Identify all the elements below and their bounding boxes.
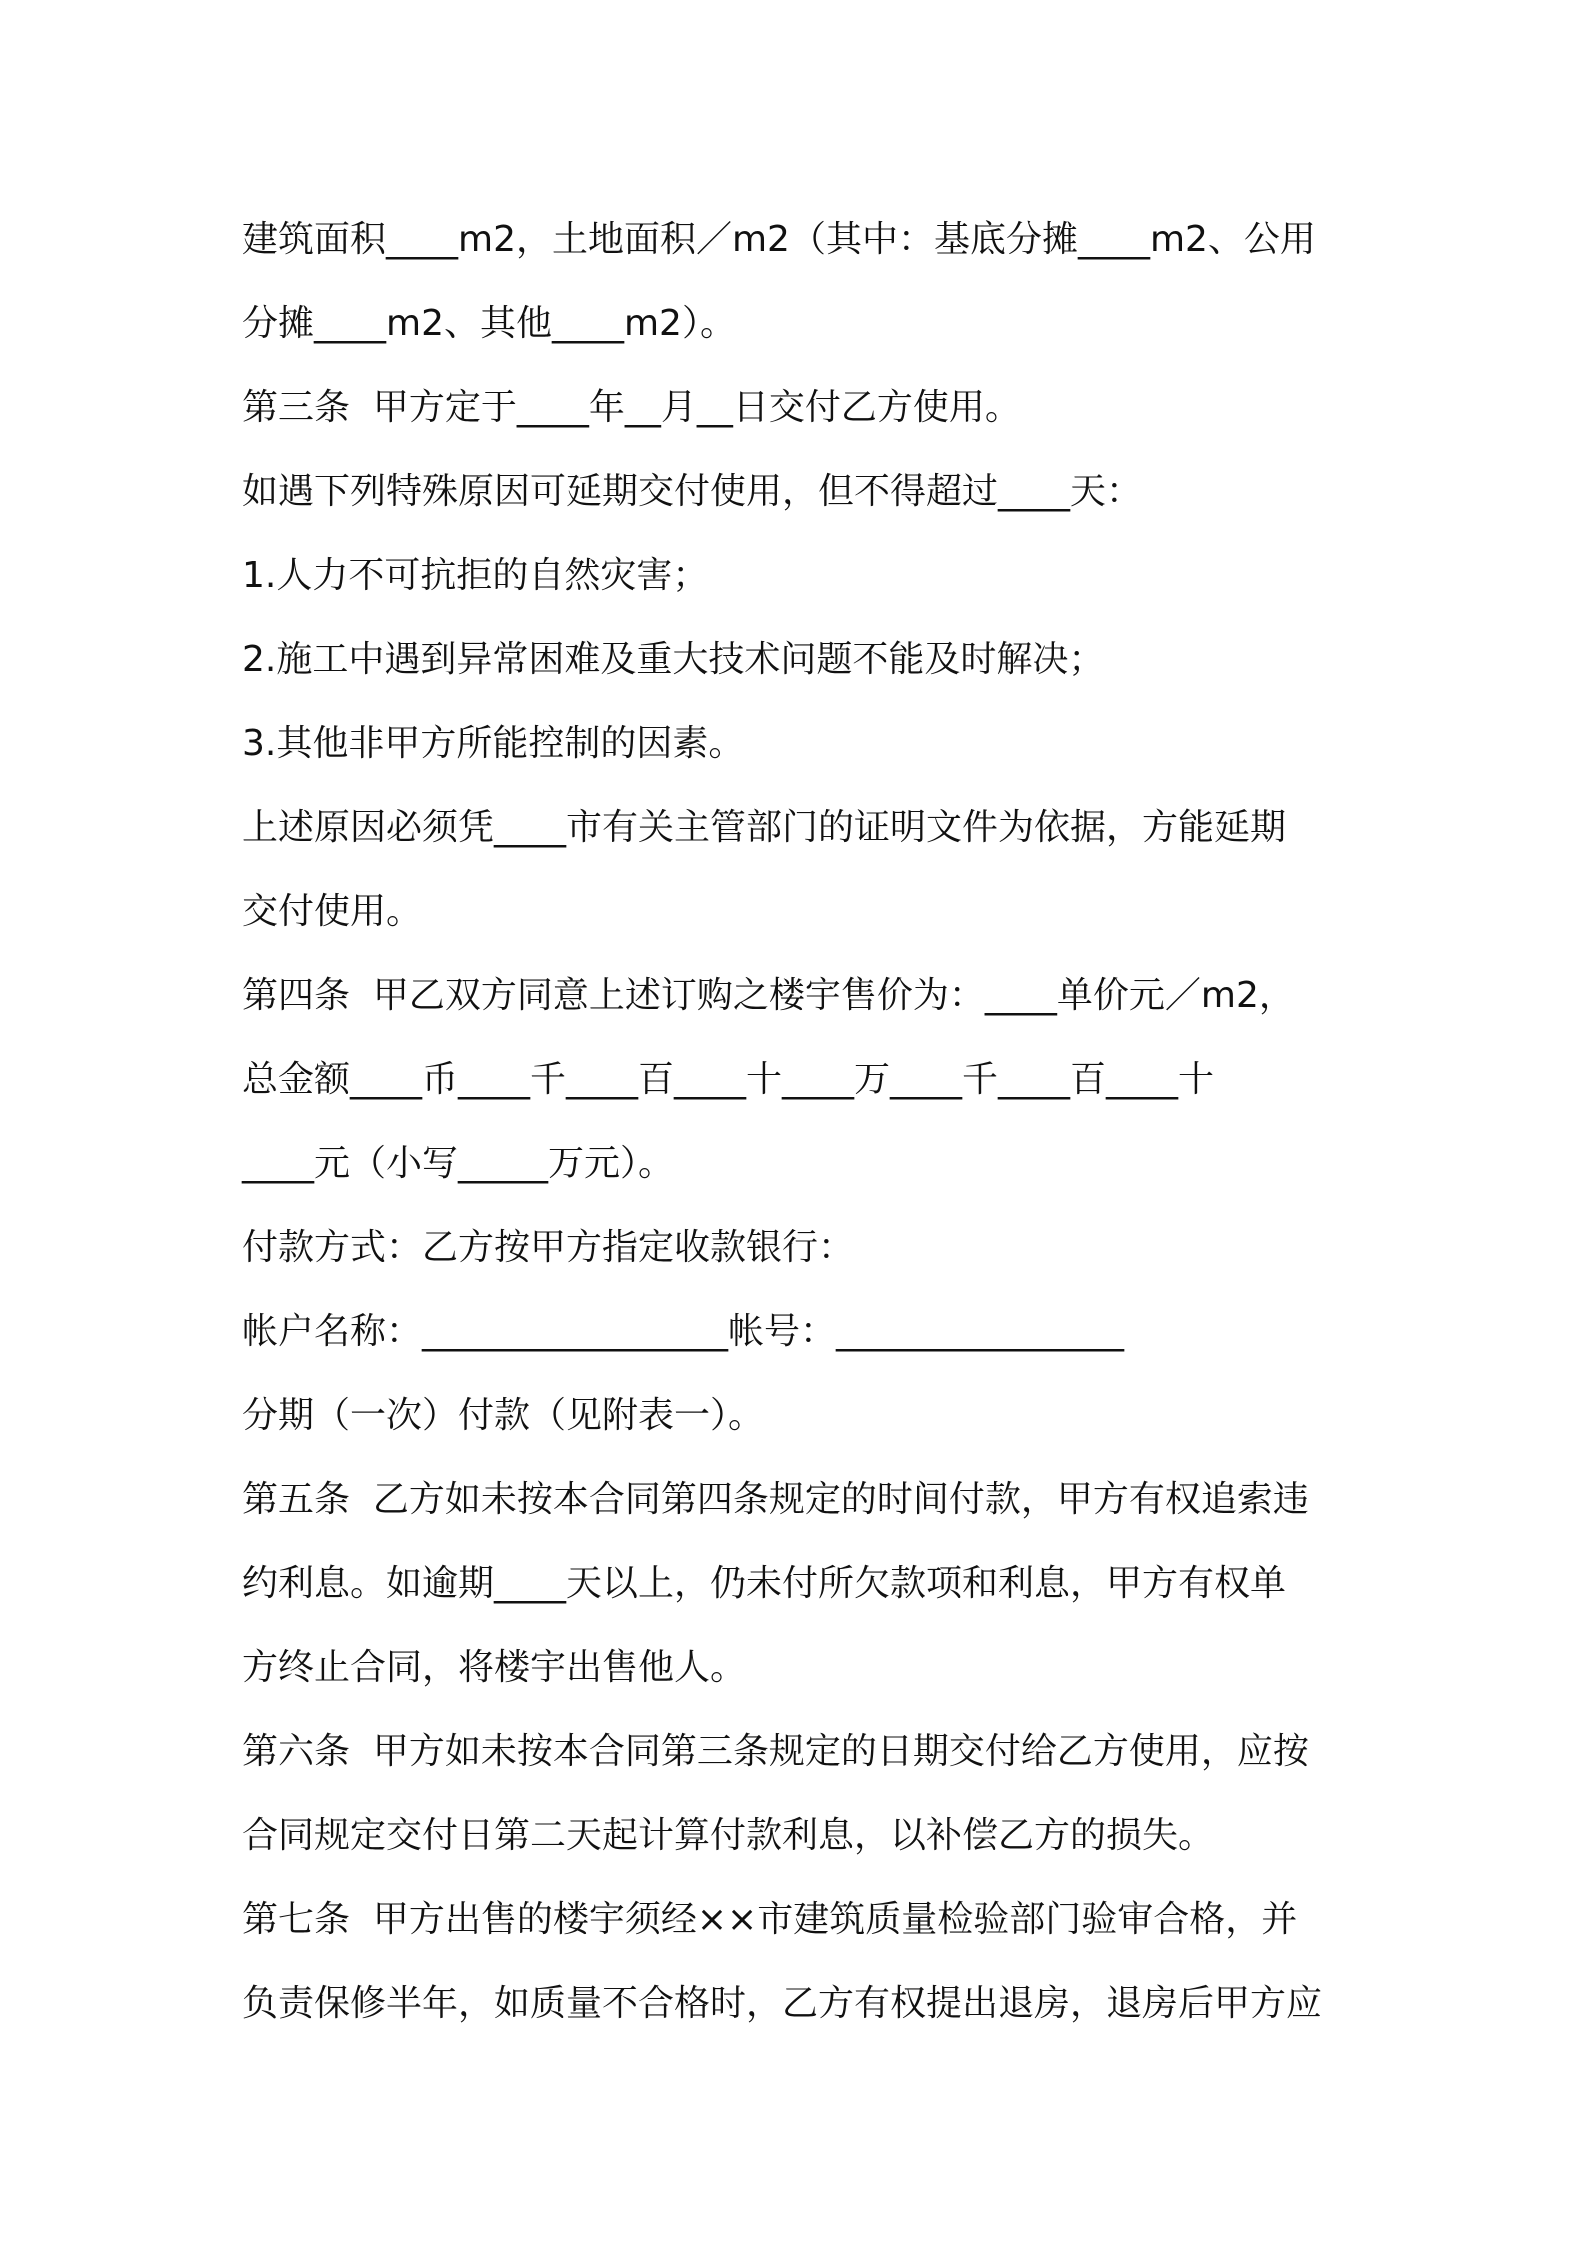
text-line: 帐户名称：_________________帐号：________________ [242, 1311, 1125, 1352]
text-line: 1.人力不可抗拒的自然灾害； [242, 555, 709, 596]
text-line: 分摊____m2、其他____m2）。 [242, 303, 736, 344]
text-line: ____元（小写_____万元）。 [242, 1143, 675, 1184]
text-line: 交付使用。 [242, 891, 423, 932]
text-line: 负责保修半年，如质量不合格时，乙方有权提出退房，退房后甲方应 [242, 1983, 1323, 2024]
text-line: 2.施工中遇到异常困难及重大技术问题不能及时解决； [242, 639, 1105, 680]
text-line: 第五条 乙方如未按本合同第四条规定的时间付款，甲方有权追索违 [242, 1479, 1309, 1520]
document-body [242, 198, 1362, 2046]
text-line: 分期（一次）付款（见附表一）。 [242, 1395, 765, 1436]
text-line: 第七条 甲方出售的楼宇须经××市建筑质量检验部门验审合格，并 [242, 1899, 1298, 1940]
text-line: 第六条 甲方如未按本合同第三条规定的日期交付给乙方使用，应按 [242, 1731, 1309, 1772]
text-line: 如遇下列特殊原因可延期交付使用，但不得超过____天： [242, 471, 1143, 512]
text-line: 第四条 甲乙双方同意上述订购之楼宇售价为：____单价元／m2， [242, 975, 1295, 1016]
text-line: 方终止合同，将楼宇出售他人。 [242, 1647, 747, 1688]
text-line: 总金额____币____千____百____十____万____千____百____十 [242, 1059, 1215, 1100]
text-line: 上述原因必须凭____市有关主管部门的证明文件为依据，方能延期 [242, 807, 1287, 848]
text-line: 约利息。如逾期____天以上，仍未付所欠款项和利息，甲方有权单 [242, 1563, 1287, 1604]
text-line: 合同规定交付日第二天起计算付款利息，以补偿乙方的损失。 [242, 1815, 1215, 1856]
text-line: 第三条 甲方定于____年__月__日交付乙方使用。 [242, 387, 1021, 428]
text-line: 付款方式：乙方按甲方指定收款银行： [242, 1227, 855, 1268]
text-line: 3.其他非甲方所能控制的因素。 [242, 723, 745, 764]
text-line: 建筑面积____m2，土地面积／m2（其中：基底分摊____m2、公用 [242, 219, 1316, 260]
